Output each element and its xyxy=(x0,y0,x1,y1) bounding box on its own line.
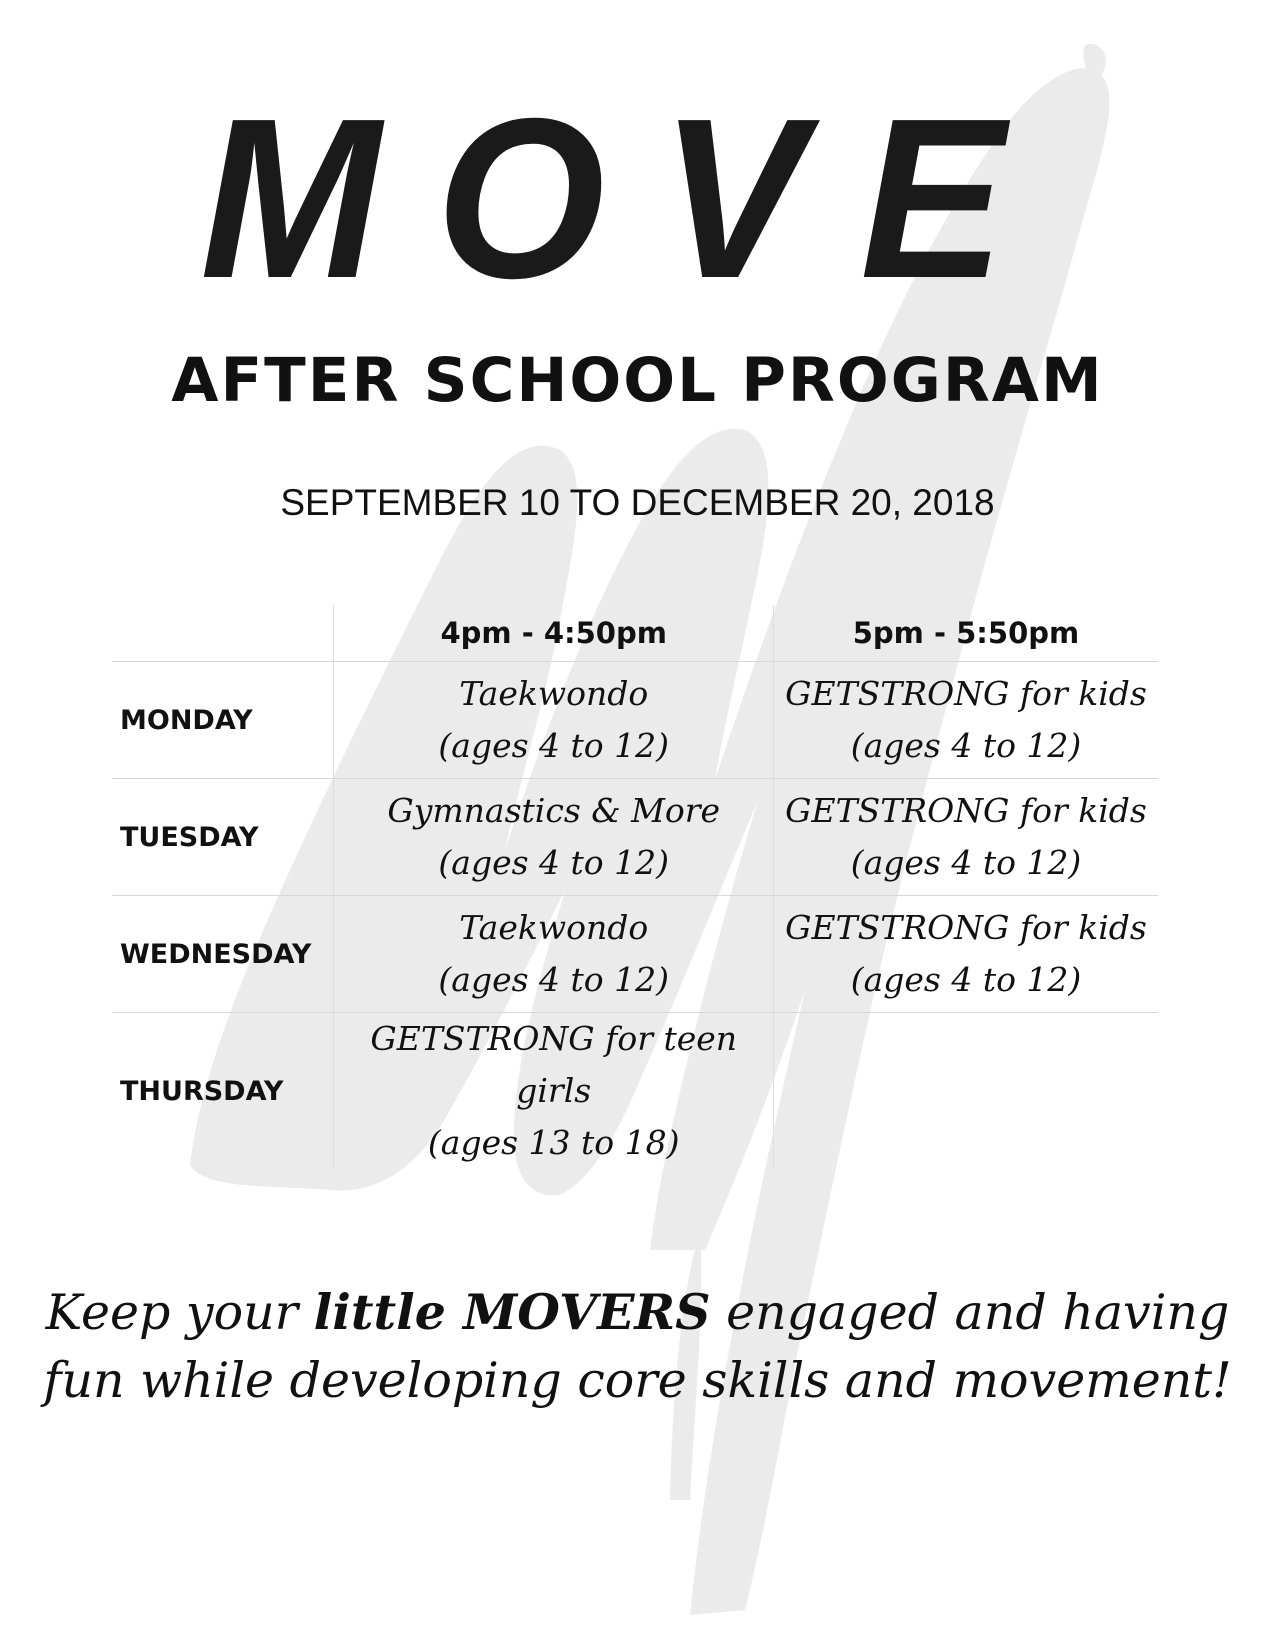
class-cell xyxy=(774,779,1158,896)
class-cell xyxy=(334,896,774,1013)
class-ages: (ages 4 to 12) xyxy=(850,843,1082,882)
schedule-row-tuesday xyxy=(112,779,1158,896)
class-ages: (ages 4 to 12) xyxy=(850,726,1082,765)
program-title: AFTER SCHOOL PROGRAM xyxy=(171,345,1104,416)
class-name: Taekwondo xyxy=(459,908,649,947)
move-logo-text: MOVE xyxy=(200,105,1060,295)
class-cell-empty xyxy=(774,1013,1158,1170)
column-header-4pm: 4pm - 4:50pm xyxy=(334,605,774,662)
day-label: WEDNESDAY xyxy=(112,896,334,1013)
class-ages: (ages 4 to 12) xyxy=(438,960,670,999)
schedule-header-row xyxy=(112,605,1158,662)
class-cell xyxy=(334,779,774,896)
tagline-text: engaged and having xyxy=(710,1284,1230,1341)
class-ages: (ages 4 to 12) xyxy=(438,726,670,765)
program-dates: SEPTEMBER 10 TO DECEMBER 20, 2018 xyxy=(280,482,995,523)
schedule-row-thursday xyxy=(112,1013,1158,1170)
class-name: Taekwondo xyxy=(459,674,649,713)
tagline-text: Keep your xyxy=(45,1284,314,1341)
tagline xyxy=(0,1278,1275,1415)
schedule-row-monday xyxy=(112,662,1158,779)
class-name: GETSTRONG for teen girls xyxy=(370,1019,738,1110)
class-name: GETSTRONG for kids xyxy=(785,791,1147,830)
column-header-day xyxy=(112,605,334,662)
day-label: MONDAY xyxy=(112,662,334,779)
tagline-emphasis: little MOVERS xyxy=(313,1283,711,1341)
class-name: Gymnastics & More xyxy=(387,791,721,830)
day-label: THURSDAY xyxy=(112,1013,334,1170)
schedule-table xyxy=(112,605,1158,1169)
class-ages: (ages 4 to 12) xyxy=(850,960,1082,999)
move-logo xyxy=(200,105,1070,295)
class-cell xyxy=(774,662,1158,779)
class-cell xyxy=(334,1013,774,1170)
class-ages: (ages 4 to 12) xyxy=(438,843,670,882)
day-label: TUESDAY xyxy=(112,779,334,896)
class-cell xyxy=(774,896,1158,1013)
class-name: GETSTRONG for kids xyxy=(785,908,1147,947)
tagline-line-2: fun while developing core skills and movement! xyxy=(43,1352,1232,1409)
tagline-line-1 xyxy=(0,1278,1275,1347)
class-cell xyxy=(334,662,774,779)
schedule-row-wednesday xyxy=(112,896,1158,1013)
column-header-5pm: 5pm - 5:50pm xyxy=(774,605,1158,662)
class-ages: (ages 13 to 18) xyxy=(427,1123,680,1162)
class-name: GETSTRONG for kids xyxy=(785,674,1147,713)
